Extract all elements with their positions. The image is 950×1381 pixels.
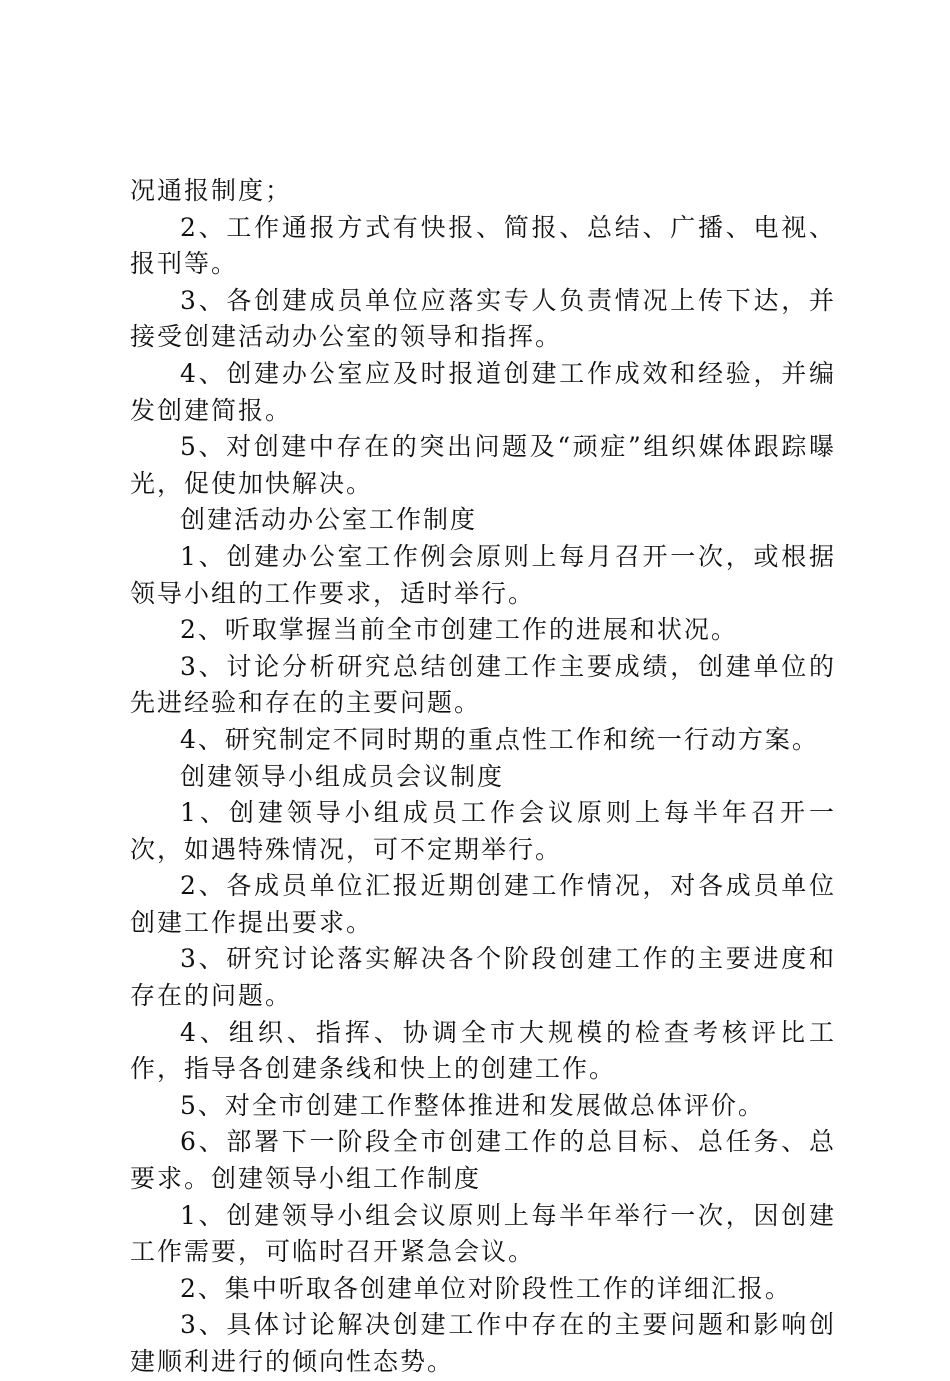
- paragraph-5: 5、对创建中存在的突出问题及“顽症”组织媒体跟踪曝光，促使加快解决。: [130, 432, 836, 498]
- paragraph-4: 4、创建办公室应及时报道创建工作成效和经验，并编发创建简报。: [130, 358, 836, 425]
- section-heading-member-meeting-system: 创建领导小组成员会议制度: [180, 761, 505, 791]
- paragraph-13: 2、各成员单位汇报近期创建工作情况，对各成员单位创建工作提出要求。: [130, 871, 836, 937]
- paragraph-8: 2、听取掌握当前全市创建工作的进展和状况。: [180, 615, 738, 645]
- paragraph-12: 1、创建领导小组成员工作会议原则上每半年召开一次，如遇特殊情况，可不定期举行。: [130, 798, 836, 864]
- paragraph-19: 2、集中听取各创建单位对阶段性工作的详细汇报。: [180, 1273, 792, 1303]
- paragraph-3: 3、各创建成员单位应落实专人负责情况上传下达，并接受创建活动办公室的领导和指挥。: [130, 285, 836, 352]
- paragraph-1: 况通报制度；: [130, 176, 293, 205]
- paragraph-18: 1、创建领导小组会议原则上每半年举行一次，因创建工作需要，可临时召开紧急会议。: [130, 1200, 836, 1267]
- paragraph-16: 5、对全市创建工作整体推进和发展做总体评价。: [180, 1090, 765, 1120]
- paragraph-20: 3、具体讨论解决创建工作中存在的主要问题和影响创建顺利进行的倾向性态势。: [130, 1310, 836, 1376]
- paragraph-10: 4、研究制定不同时期的重点性工作和统一行动方案。: [180, 724, 819, 754]
- paragraph-2: 2、工作通报方式有快报、简报、总结、广播、电视、报刊等。: [130, 212, 836, 279]
- paragraph-7: 1、创建办公室工作例会原则上每月召开一次，或根据领导小组的工作要求，适时举行。: [130, 541, 836, 608]
- paragraph-9: 3、讨论分析研究总结创建工作主要成绩，创建单位的先进经验和存在的主要问题。: [130, 651, 836, 718]
- section-heading-office-system: 创建活动办公室工作制度: [180, 505, 478, 535]
- paragraph-17: 6、部署下一阶段全市创建工作的总目标、总任务、总要求。创建领导小组工作制度: [130, 1127, 836, 1194]
- paragraph-14: 3、研究讨论落实解决各个阶段创建工作的主要进度和存在的问题。: [130, 944, 836, 1011]
- document-body: [130, 173, 836, 1381]
- paragraph-15: 4、组织、指挥、协调全市大规模的检查考核评比工作，指导各创建条线和快上的创建工作。: [130, 1017, 836, 1084]
